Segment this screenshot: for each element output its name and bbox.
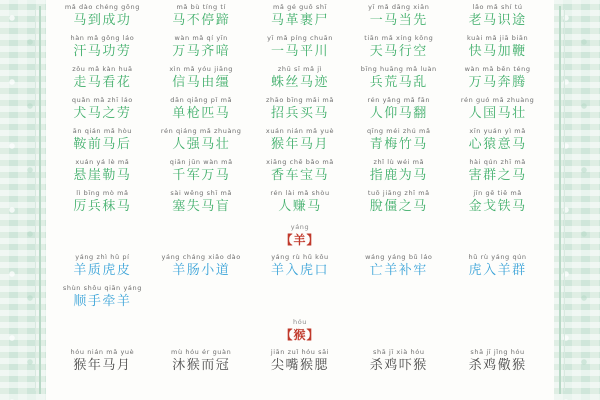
idiom-text: 虎入羊群 [468, 263, 527, 278]
idiom-text: 老马识途 [468, 13, 527, 28]
idiom-pinyin: yáng cháng xiǎo dào [161, 253, 241, 261]
idiom-pinyin: xìn mǎ yóu jiāng [169, 65, 234, 73]
idiom-cell [449, 124, 546, 155]
idiom-cell [153, 0, 250, 31]
idiom-pinyin: zhū sī mǎ jì [277, 65, 323, 73]
idiom-cell [350, 124, 447, 155]
idiom-cell [153, 62, 250, 93]
idiom-pinyin: wàn mǎ bēn téng [464, 65, 531, 73]
idiom-cell [153, 31, 250, 62]
idiom-pinyin: sài wēng shī mǎ [170, 189, 232, 197]
idiom-cell [350, 186, 447, 217]
idiom-cell [54, 62, 151, 93]
section-pinyin: hóu [292, 318, 308, 326]
idiom-cell [350, 31, 447, 62]
idiom-pinyin: shā jī jǐng hóu [470, 348, 525, 356]
idiom-pinyin: dān qiāng pǐ mǎ [170, 96, 233, 104]
idiom-cell [252, 0, 349, 31]
idiom-text: 马到成功 [73, 13, 132, 28]
idiom-text: 顺手牵羊 [73, 294, 132, 309]
idiom-cell [153, 93, 250, 124]
idiom-text: 脫僵之马 [369, 199, 428, 214]
idiom-text: 走马看花 [73, 75, 132, 90]
idiom-text: 猴年马月 [73, 358, 132, 373]
idiom-text: 兵荒马乱 [369, 75, 428, 90]
idiom-pinyin: qīng méi zhú mǎ [367, 127, 431, 135]
idiom-pinyin: qiān jūn wàn mǎ [169, 158, 233, 166]
idiom-pinyin: zǒu mǎ kàn huā [72, 65, 133, 73]
idiom-pinyin: shā jī xià hóu [373, 348, 425, 356]
idiom-text: 一马当先 [369, 13, 428, 28]
section-pinyin: yáng [290, 223, 310, 231]
idiom-pinyin: xuán yá lè mǎ [75, 158, 130, 166]
idiom-text: 一马平川 [270, 44, 329, 59]
idiom-pinyin: hóu nián mǎ yuè [70, 348, 135, 356]
idiom-cell [449, 0, 546, 31]
idiom-text: 千军万马 [172, 168, 231, 183]
idiom-text: 信马由缰 [172, 75, 231, 90]
idiom-cell [153, 124, 250, 155]
idiom-pinyin: lǎo mǎ shí tú [472, 3, 523, 11]
idiom-text: 猴年马月 [270, 137, 329, 152]
idiom-cell [449, 186, 546, 217]
left-ornamental-border [0, 0, 46, 400]
idiom-pinyin: zhāo bīng mǎi mǎ [266, 96, 334, 104]
idiom-cell-empty [350, 281, 447, 312]
idiom-pinyin: hàn mǎ gōng láo [70, 34, 135, 42]
idiom-cell-empty [449, 281, 546, 312]
idiom-text: 悬崖勒马 [73, 168, 132, 183]
idiom-pinyin: jiān zuǐ hóu sāi [270, 348, 330, 356]
idiom-text: 单枪匹马 [172, 106, 231, 121]
idiom-cell [252, 31, 349, 62]
section-header-goat-section [54, 217, 546, 250]
idiom-content [54, 0, 546, 400]
idiom-text: 害群之马 [468, 168, 527, 183]
idiom-text: 鞍前马后 [73, 137, 132, 152]
idiom-cell-empty [153, 281, 250, 312]
idiom-text: 亡羊补牢 [369, 263, 428, 278]
idiom-pinyin: yī mǎ dāng xiān [368, 3, 430, 11]
idiom-pinyin: rén qiáng mǎ zhuàng [160, 127, 242, 135]
border-rule-thin [35, 9, 36, 391]
idiom-cell [153, 186, 250, 217]
idiom-text: 人国马壮 [468, 106, 527, 121]
idiom-text: 指鹿为马 [369, 168, 428, 183]
idiom-cell [54, 31, 151, 62]
idiom-cell [54, 0, 151, 31]
idiom-pinyin: rén guó mǎ zhuàng [460, 96, 535, 104]
idiom-cell [252, 62, 349, 93]
idiom-pinyin: shùn shǒu qiān yáng [62, 284, 142, 292]
idiom-pinyin: xīn yuán yì mǎ [469, 127, 526, 135]
right-ornamental-border [554, 0, 600, 400]
idiom-pinyin: hǔ rù yáng qún [468, 253, 527, 261]
idiom-text: 犬马之劳 [73, 106, 132, 121]
idiom-cell [54, 281, 151, 312]
idiom-cell [54, 250, 151, 281]
idiom-grid-goat-section [54, 250, 546, 312]
idiom-text: 快马加鞭 [468, 44, 527, 59]
idiom-text: 沐猴而冠 [172, 358, 231, 373]
idiom-cell [252, 250, 349, 281]
idiom-cell [350, 62, 447, 93]
idiom-text: 马革裹尸 [270, 13, 329, 28]
border-rule [559, 6, 561, 394]
idiom-pinyin: lì bīng mò mǎ [76, 189, 129, 197]
idiom-text: 心猿意马 [468, 137, 527, 152]
idiom-cell [54, 124, 151, 155]
idiom-pinyin: rén lài mǎ shòu [270, 189, 330, 197]
idiom-text: 羊质虎皮 [73, 263, 132, 278]
idiom-cell [350, 345, 447, 376]
idiom-pinyin: wáng yáng bǔ láo [365, 253, 433, 261]
idiom-cell [449, 93, 546, 124]
idiom-text: 人仰马翻 [369, 106, 428, 121]
idiom-text: 尖嘴猴腮 [270, 358, 329, 373]
idiom-pinyin: tiān mǎ xíng kōng [364, 34, 434, 42]
idiom-text: 万马奔腾 [468, 75, 527, 90]
idiom-pinyin: mǎ gé guǒ shī [273, 3, 327, 11]
idiom-cell [449, 62, 546, 93]
idiom-text: 羊肠小道 [172, 263, 231, 278]
idiom-cell [54, 186, 151, 217]
idiom-pinyin: quǎn mǎ zhī láo [71, 96, 133, 104]
idiom-text: 杀鸡儆猴 [468, 358, 527, 373]
section-title: 【羊】 [280, 233, 320, 247]
idiom-text: 人强马壮 [172, 137, 231, 152]
idiom-text: 厉兵秣马 [73, 199, 132, 214]
idiom-pinyin: mǎ bù tíng tí [176, 3, 226, 11]
idiom-cell [350, 250, 447, 281]
idiom-cell [54, 345, 151, 376]
idiom-cell [350, 155, 447, 186]
idiom-cell [153, 155, 250, 186]
idiom-cell [153, 250, 250, 281]
idiom-text: 蛛丝马迹 [270, 75, 329, 90]
idiom-pinyin: jīn gē tiě mǎ [473, 189, 522, 197]
idiom-cell [153, 345, 250, 376]
idiom-text: 香车宝马 [270, 168, 329, 183]
idiom-text: 招兵买马 [270, 106, 329, 121]
idiom-cell [252, 186, 349, 217]
idiom-pinyin: wàn mǎ qí yīn [174, 34, 228, 42]
idiom-text: 羊入虎口 [270, 263, 329, 278]
idiom-text: 人赚马 [278, 199, 322, 214]
idiom-pinyin: rén yǎng mǎ fān [367, 96, 431, 104]
idiom-pinyin: yáng rù hǔ kǒu [271, 253, 329, 261]
idiom-cell [350, 0, 447, 31]
idiom-pinyin: kuài mǎ jiā biān [466, 34, 529, 42]
idiom-pinyin: ān qián mǎ hòu [72, 127, 133, 135]
idiom-cell [350, 93, 447, 124]
idiom-pinyin: tuō jiāng zhī mǎ [367, 189, 430, 197]
idiom-cell [449, 155, 546, 186]
idiom-pinyin: xuán nián mǎ yuè [265, 127, 335, 135]
idiom-pinyin: zhǐ lù wéi mǎ [373, 158, 425, 166]
idiom-pinyin: yī mǎ píng chuān [267, 34, 333, 42]
idiom-pinyin: bīng huāng mǎ luàn [360, 65, 437, 73]
idiom-cell-empty [252, 281, 349, 312]
section-header-monkey-section [54, 312, 546, 345]
border-rule-thin [564, 9, 565, 391]
idiom-text: 汗马功劳 [73, 44, 132, 59]
idiom-text: 金戈铁马 [468, 199, 527, 214]
idiom-cell [252, 124, 349, 155]
idiom-grid-horse-section [54, 0, 546, 217]
section-title: 【猴】 [280, 328, 320, 342]
idiom-text: 青梅竹马 [369, 137, 428, 152]
idiom-pinyin: mù hóu ér guàn [171, 348, 232, 356]
idiom-cell [449, 31, 546, 62]
idiom-grid-monkey-section [54, 345, 546, 376]
border-rule [39, 6, 41, 394]
idiom-cell [252, 155, 349, 186]
idiom-cell [252, 93, 349, 124]
idiom-text: 杀鸡吓猴 [369, 358, 428, 373]
idiom-cell [449, 250, 546, 281]
idiom-text: 塞失马盲 [172, 199, 231, 214]
idiom-text: 天马行空 [369, 44, 428, 59]
idiom-pinyin: hài qún zhī mǎ [469, 158, 526, 166]
idiom-cell [54, 155, 151, 186]
idiom-text: 万马齐喑 [172, 44, 231, 59]
idiom-cell [54, 93, 151, 124]
idiom-text: 马不停蹄 [172, 13, 231, 28]
idiom-cell [449, 345, 546, 376]
idiom-pinyin: xiāng chē bǎo mǎ [266, 158, 334, 166]
idiom-pinyin: mǎ dào chéng gōng [64, 3, 140, 11]
idiom-cell [252, 345, 349, 376]
idiom-pinyin: yáng zhì hǔ pí [75, 253, 130, 261]
